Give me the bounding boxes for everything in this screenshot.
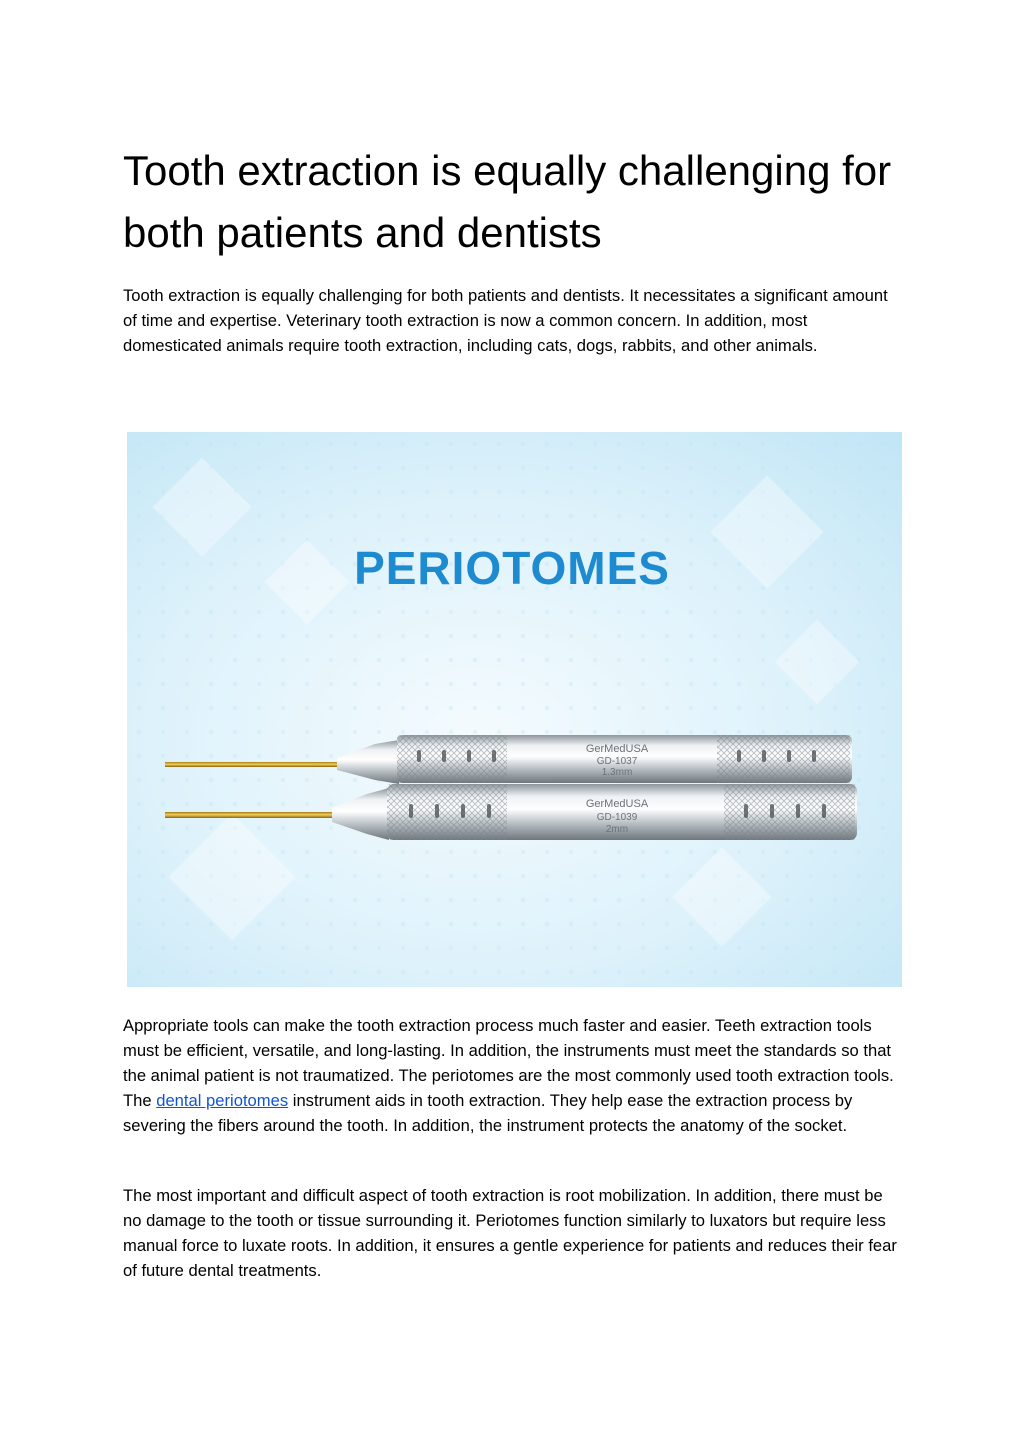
tools-paragraph-text-start: Appropriate tools can make the tooth extraction process much faster and easier. Teeth extraction tools must be efficient, versatile, and long-lasting. In addition, the instruments must meet the standards so that the animal patient is not traumatized. The periotomes are the most commonly used tooth extraction tools. The xyxy=(123,1016,894,1110)
periotomes-product-image xyxy=(127,432,902,987)
tools-paragraph-text-end: instrument aids in tooth extraction. They help ease the extraction process by severing the fibers around the tooth. In addition, the instrument protects the anatomy of the socket. xyxy=(123,1091,853,1135)
tools-paragraph xyxy=(123,1013,903,1138)
instrument-size-upper: 1.3mm xyxy=(601,767,633,778)
image-heading: PERIOTOMES xyxy=(354,542,670,594)
instrument-size-lower: 2mm xyxy=(605,824,629,835)
root-mobilization-paragraph: The most important and difficult aspect of tooth extraction is root mobilization. In addition, there must be no damage to the tooth or tissue surrounding it. Periotomes function similarly to luxators but require less manual force to luxate roots. In addition, it ensures a gentle experience for patients and reduces their fear of future dental treatments. xyxy=(123,1186,897,1280)
instrument-brand-upper: GerMedUSA xyxy=(585,743,649,755)
intro-paragraph: Tooth extraction is equally challenging for both patients and dentists. It necessitates a significant amount of time and expertise. Veterinary tooth extraction is now a common concern. In addition, most domesticated animals require tooth extraction, including cats, dogs, rabbits, and other animals. xyxy=(123,286,888,355)
instrument-brand-lower: GerMedUSA xyxy=(585,798,649,810)
dental-periotomes-link[interactable]: dental periotomes xyxy=(156,1091,289,1110)
instrument-model-lower: GD-1039 xyxy=(596,812,638,823)
instrument-model-upper: GD-1037 xyxy=(596,756,638,767)
page-title: Tooth extraction is equally challenging for both patients and dentists xyxy=(123,147,892,256)
